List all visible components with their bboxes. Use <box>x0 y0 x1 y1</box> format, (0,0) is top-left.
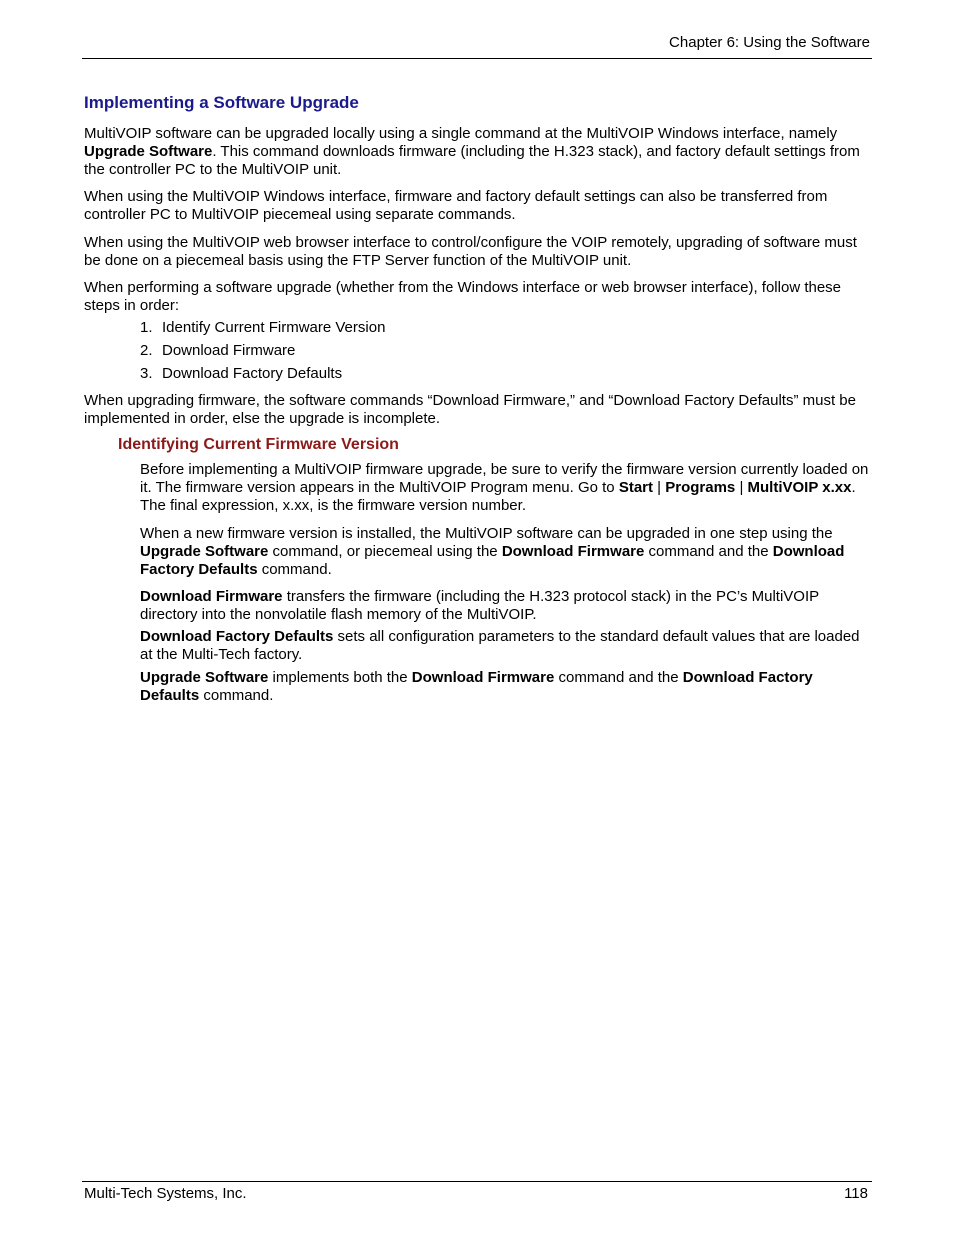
paragraph-order-note: When upgrading firmware, the software commands “Download Firmware,” and “Download Factory Defaults” must be implemented in order, else the upgrade is incomplete. <box>84 392 856 427</box>
page-footer <box>82 1181 872 1206</box>
page-number: 118 <box>844 1185 868 1202</box>
subsection-title: Identifying Current Firmware Version <box>118 436 399 453</box>
paragraph-upgrade-software: Upgrade Software implements both the Download Firmware command and the Download Factory Defaults command. <box>140 669 813 704</box>
company-name: Multi-Tech Systems, Inc. <box>84 1185 247 1202</box>
paragraph-download-firmware: Download Firmware transfers the firmware (including the H.323 protocol stack) in the PC’s MultiVOIP directory into the nonvolatile flash memory of the MultiVOIP. <box>140 588 819 623</box>
paragraph-web-browser: When using the MultiVOIP web browser interface to control/configure the VOIP remotely, upgrading of software must be done on a piecemeal basis using the FTP Server function of the MultiVOIP unit. <box>84 234 857 269</box>
chapter-title: Chapter 6: Using the Software <box>669 34 870 51</box>
list-item: 2. Download Firmware <box>140 342 296 359</box>
section-title: Implementing a Software Upgrade <box>84 93 359 112</box>
list-item: 3. Download Factory Defaults <box>140 365 343 382</box>
page-header <box>82 34 872 59</box>
paragraph-new-version: When a new firmware version is installed, the MultiVOIP software can be upgraded in one step using the Upgrade Software command, or piecemeal using the Download Firmware command and the Download Factory Defaults command. <box>140 525 845 578</box>
paragraph-upgrade-intro: MultiVOIP software can be upgraded locally using a single command at the MultiVOIP Windows interface, namely Upgrade Software. This command downloads firmware (including the H.323 stack), and factory default settings from the controller PC to the MultiVOIP unit. <box>84 125 860 178</box>
paragraph-windows-piecemeal: When using the MultiVOIP Windows interface, firmware and factory default settings can also be transferred from controller PC to MultiVOIP piecemeal using separate commands. <box>84 188 828 223</box>
list-item: 1. Identify Current Firmware Version <box>140 319 386 336</box>
paragraph-download-defaults: Download Factory Defaults sets all configuration parameters to the standard default values that are loaded at the Multi-Tech factory. <box>140 628 860 663</box>
paragraph-steps-intro: When performing a software upgrade (whether from the Windows interface or web browser interface), follow these steps in order: <box>84 279 842 314</box>
paragraph-verify-version: Before implementing a MultiVOIP firmware upgrade, be sure to verify the firmware version currently loaded on it. The firmware version appears in the MultiVOIP Program menu. Go to Start | Programs | MultiVOIP x.xx. The final expression, x.xx, is the firmware version number. <box>140 461 869 514</box>
